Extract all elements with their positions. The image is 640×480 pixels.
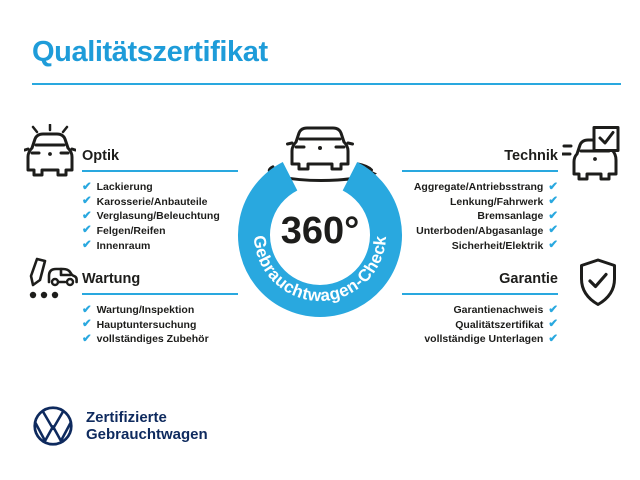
car-front-shine-icon [24, 124, 76, 180]
item-label: Felgen/Reifen [96, 225, 166, 238]
check-icon: ✔ [548, 224, 558, 237]
list-item [82, 318, 238, 333]
item-label: Bremsanlage [477, 210, 544, 223]
page-title: Qualitätszertifikat [32, 36, 268, 68]
item-label: Innenraum [96, 239, 151, 252]
list-item [82, 195, 238, 210]
list-item [402, 303, 558, 318]
check-icon: ✔ [82, 195, 92, 208]
section-title-wartung: Wartung [82, 269, 238, 295]
list-item [402, 209, 558, 224]
list-item [82, 180, 238, 195]
item-label: Wartung/Inspektion [96, 304, 195, 317]
garantie-checklist [402, 303, 558, 347]
check-icon: ✔ [548, 195, 558, 208]
item-label: Lenkung/Fahrwerk [450, 195, 544, 208]
item-label: Aggregate/Antriebsstrang [413, 181, 544, 194]
section-garantie [402, 269, 558, 347]
check-icon: ✔ [548, 303, 558, 316]
list-item [82, 332, 238, 347]
shield-check-icon [576, 258, 620, 308]
item-label: Lackierung [96, 181, 153, 194]
degree-label: 360° [280, 210, 360, 252]
check-icon: ✔ [82, 332, 92, 345]
section-title-technik: Technik [402, 146, 558, 172]
optik-checklist [82, 180, 238, 253]
item-label: vollständiges Zubehör [96, 333, 209, 346]
check-icon: ✔ [82, 209, 92, 222]
check-icon: ✔ [548, 318, 558, 331]
section-wartung [82, 269, 238, 347]
check-icon: ✔ [82, 224, 92, 237]
item-label: Sicherheit/Elektrik [451, 239, 544, 252]
list-item [82, 238, 238, 253]
footer-claim [86, 409, 208, 443]
list-item [402, 318, 558, 333]
pen-car-checklist-icon [24, 254, 78, 308]
footer-claim-line2: Gebrauchtwagen [86, 426, 208, 443]
list-item [82, 224, 238, 239]
footer-brand [32, 405, 208, 447]
list-item [82, 303, 238, 318]
360-check-emblem [230, 120, 410, 320]
item-label: Garantienachweis [453, 304, 544, 317]
check-icon: ✔ [548, 209, 558, 222]
item-label: Verglasung/Beleuchtung [96, 210, 220, 223]
list-item [82, 209, 238, 224]
wartung-checklist [82, 303, 238, 347]
section-technik [402, 146, 558, 253]
check-icon: ✔ [82, 180, 92, 193]
item-label: vollständige Unterlagen [424, 333, 544, 346]
item-label: Unterboden/Abgasanlage [416, 225, 544, 238]
list-item [402, 224, 558, 239]
technik-checklist [402, 180, 558, 253]
list-item [402, 195, 558, 210]
item-label: Karosserie/Anbauteile [96, 195, 208, 208]
list-item [402, 332, 558, 347]
check-icon: ✔ [82, 318, 92, 331]
check-icon: ✔ [548, 332, 558, 345]
title-divider [32, 83, 621, 85]
item-label: Hauptuntersuchung [96, 318, 197, 331]
section-title-garantie: Garantie [402, 269, 558, 295]
check-icon: ✔ [548, 238, 558, 251]
check-icon: ✔ [82, 238, 92, 251]
section-optik [82, 146, 238, 253]
footer-claim-line1: Zertifizierte [86, 409, 167, 426]
list-item [402, 238, 558, 253]
check-icon: ✔ [82, 303, 92, 316]
vw-logo [32, 405, 74, 447]
item-label: Qualitätszertifikat [455, 318, 544, 331]
car-checkbox-icon [562, 126, 620, 182]
ring-label-text: Gebrauchtwagen-Check [249, 234, 391, 306]
check-icon: ✔ [548, 180, 558, 193]
list-item [402, 180, 558, 195]
section-title-optik: Optik [82, 146, 238, 172]
